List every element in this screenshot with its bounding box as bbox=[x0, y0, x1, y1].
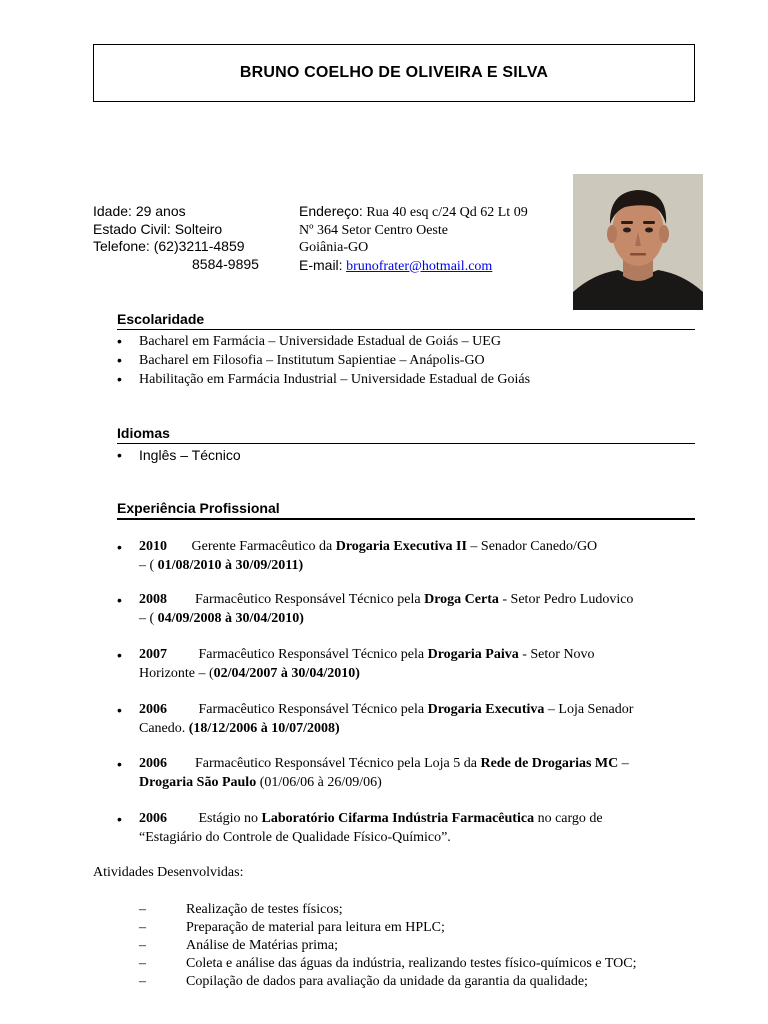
email-link[interactable]: brunofrater@hotmail.com bbox=[346, 258, 493, 274]
phone2-text: 8584-9895 bbox=[192, 255, 259, 272]
email-label: E-mail: bbox=[299, 256, 343, 273]
education-divider bbox=[117, 329, 695, 330]
experience-item: • 2006 Estágio no Laboratório Cifarma Indústria Farmacêutica no cargo de “Estagiário do Controle de Qualidade Físico-Químico”. bbox=[117, 811, 603, 845]
age-text: Idade: 29 anos bbox=[93, 203, 186, 219]
activities-list bbox=[139, 901, 636, 991]
address-line3: Goiânia-GO bbox=[299, 240, 369, 255]
personal-info-left bbox=[93, 203, 259, 273]
page-title: BRUNO COELHO DE OLIVEIRA E SILVA bbox=[239, 64, 549, 81]
list-item: • Inglês – Técnico bbox=[117, 447, 241, 463]
education-section-title: Escolaridade bbox=[117, 311, 205, 327]
list-item: – Realização de testes físicos; bbox=[139, 902, 343, 917]
list-item: – Copilação de dados para avaliação da unidade da garantia da qualidade; bbox=[139, 974, 588, 989]
civil-status-text: Estado Civil: Solteiro bbox=[93, 220, 223, 237]
activities-title: Atividades Desenvolvidas: bbox=[93, 865, 244, 880]
experience-section-title: Experiência Profissional bbox=[117, 500, 280, 516]
list-item: • Bacharel em Filosofia – Institutum Sapientiae – Anápolis-GO bbox=[117, 352, 485, 368]
name-header-box bbox=[93, 44, 695, 102]
list-item: – Preparação de material para leitura em HPLC; bbox=[139, 920, 445, 935]
address-label: Endereço: bbox=[299, 203, 363, 219]
experience-item: • 2006 Farmacêutico Responsável Técnico pela Loja 5 da Rede de Drogarias MC – Drogaria São Paulo (01/06/06 à 26/09/06) bbox=[117, 756, 629, 790]
experience-item: • 2008 Farmacêutico Responsável Técnico pela Droga Certa - Setor Pedro Ludovico – ( 04/09/2008 à 30/04/2010) bbox=[117, 592, 634, 626]
list-item: • Bacharel em Farmácia – Universidade Estadual de Goiás – UEG bbox=[117, 333, 501, 349]
experience-divider bbox=[117, 518, 695, 520]
address-line2: Nº 364 Setor Centro Oeste bbox=[299, 222, 448, 238]
profile-photo bbox=[573, 174, 703, 310]
languages-list bbox=[117, 446, 241, 465]
phone-text: Telefone: (62)3211-4859 bbox=[93, 238, 245, 254]
list-item: – Análise de Matérias prima; bbox=[139, 938, 339, 953]
list-item: – Coleta e análise das águas da indústria, realizando testes físico-químicos e TOC; bbox=[139, 956, 637, 971]
experience-item: • 2006 Farmacêutico Responsável Técnico pela Drogaria Executiva – Loja Senador Canedo. (18/12/2006 à 10/07/2008) bbox=[117, 702, 634, 736]
experience-item: • 2010 Gerente Farmacêutico da Drogaria Executiva II – Senador Canedo/GO – ( 01/08/2010 à 30/09/2011) bbox=[117, 539, 598, 573]
languages-divider bbox=[117, 443, 695, 444]
languages-section-title: Idiomas bbox=[117, 425, 170, 441]
personal-info-right bbox=[299, 203, 528, 275]
education-list bbox=[117, 332, 530, 389]
address-line1: Rua 40 esq c/24 Qd 62 Lt 09 bbox=[366, 205, 528, 220]
list-item: • Habilitação em Farmácia Industrial – Universidade Estadual de Goiás bbox=[117, 371, 531, 387]
experience-item: • 2007 Farmacêutico Responsável Técnico pela Drogaria Paiva - Setor Novo Horizonte – (02/04/2007 à 30/04/2010) bbox=[117, 647, 595, 681]
